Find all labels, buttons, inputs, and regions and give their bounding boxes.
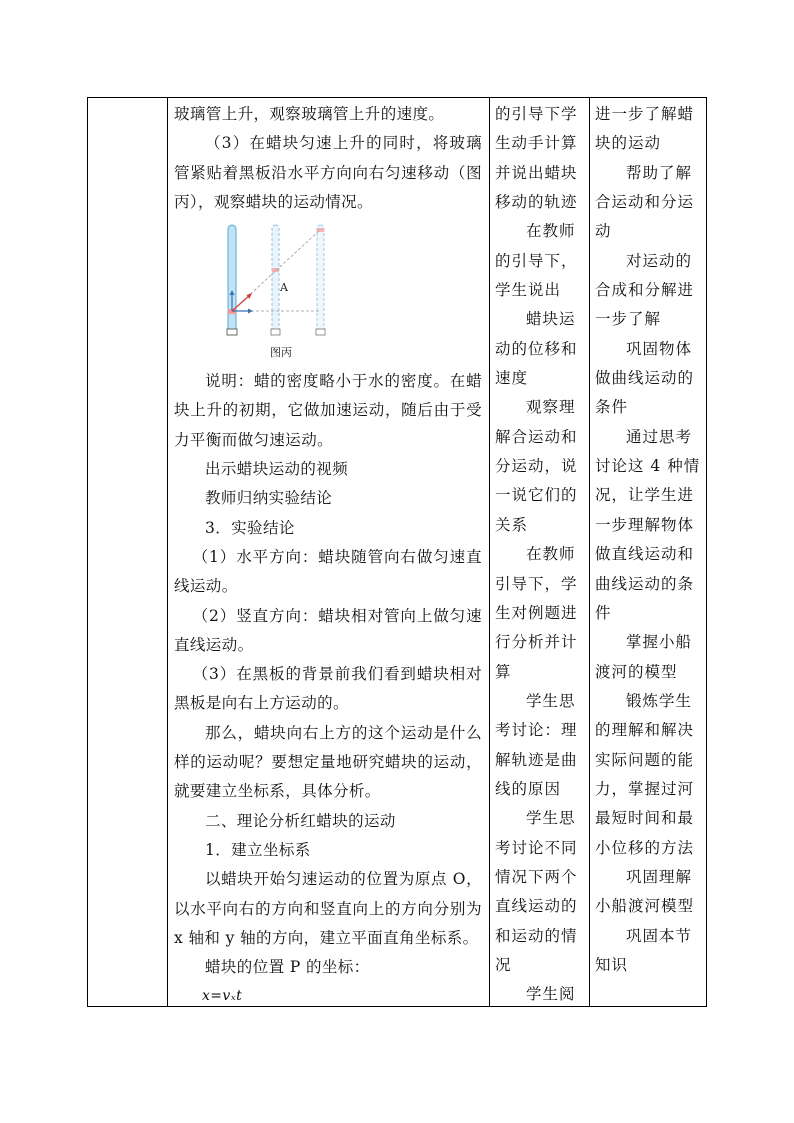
activity-text: 在教师的引导下，学生说出 [495,222,578,300]
activity-text: 在教师引导下，学生对例题进行分析并计算 [495,545,578,681]
paragraph: （3）在蜡块匀速上升的同时，将玻璃管紧贴着黑板沿水平方向向右匀速移动（图丙），观察蜡块的运动情况。 [174,134,482,211]
paragraph: 说明：蜡的密度略小于水的密度。在蜡块上升的初期，它做加速运动，随后由于受力平衡而做匀速运动。 [174,372,482,449]
figure-caption: 图丙 [270,346,292,360]
table-divider-3 [589,97,590,1007]
paragraph: 以蜡块开始匀速运动的位置为原点 O，以水平向右的方向和竖直向上的方向分别为 x 轴和 y 轴的方向，建立平面直角坐标系。 [174,870,482,947]
section-heading: 1．建立坐标系 [205,840,311,859]
section-heading: 3．实验结论 [205,518,295,537]
paragraph: 那么，蜡块向右上方的这个运动是什么样的运动呢？要想定量地研究蜡块的运动，就要建立坐标系，具体分析。 [174,723,482,801]
paragraph: （3）在黑板的背景前我们看到蜡块相对黑板是向右上方运动的。 [174,665,482,713]
section-heading: 二、理论分析红蜡块的运动 [205,811,396,830]
paragraph: 教师归纳实验结论 [205,489,333,508]
intent-text: 通过思考讨论这 4 种情况，让学生进一步理解物体做直线运动和曲线运动的条件 [595,427,701,622]
formula: x=vₓt [202,988,243,1005]
paragraph: （2）竖直方向：蜡块相对管向上做匀速直线运动。 [174,606,482,654]
intent-text: 掌握小船渡河的模型 [595,633,693,681]
intent-text: 巩固理解小船渡河模型 [595,867,695,916]
figure-bing [174,223,494,363]
paragraph: 玻璃管上升，观察玻璃管上升的速度。 [174,105,445,123]
activity-text: 学生思考讨论不同情况下两个直线运动的和运动的情况 [495,809,578,974]
intent-text: 对运动的合成和分解进一步了解 [595,251,695,329]
design-intent-column [595,100,703,980]
table-border-top [87,97,707,98]
paragraph: 出示蜡块运动的视频 [205,460,349,479]
activity-text: 的引导下学生动手计算并说出蜡块移动的轨迹 [495,105,578,212]
intent-text: 巩固本节知识 [595,926,693,974]
table-border-right [706,97,707,1007]
teaching-content-column [174,100,482,1012]
intent-text: 进一步了解蜡块的运动 [595,105,695,153]
intent-text: 巩固物体做曲线运动的条件 [595,339,695,417]
student-activity-column [495,100,585,1010]
activity-text: 学生思考讨论：理解轨迹是曲线的原因 [495,691,578,798]
table-border-left [87,97,88,1007]
intent-text: 锻炼学生的理解和解决实际问题的能力，掌握过河最短时间和最小位移的方法 [595,691,695,857]
activity-text: 学生阅 [526,985,576,1004]
intent-text: 帮助了解合运动和分运动 [595,163,695,241]
label-a: A [280,281,288,295]
table-divider-1 [167,97,168,1007]
paragraph: （1）水平方向：蜡块随管向右做匀速直线运动。 [174,547,482,596]
paragraph: 蜡块的位置 P 的坐标： [205,958,370,977]
activity-text: 观察理解合运动和分运动，说一说它们的关系 [495,398,578,534]
activity-text: 蜡块运动的位移和速度 [495,310,578,388]
glass-tube-diagram [222,223,332,345]
